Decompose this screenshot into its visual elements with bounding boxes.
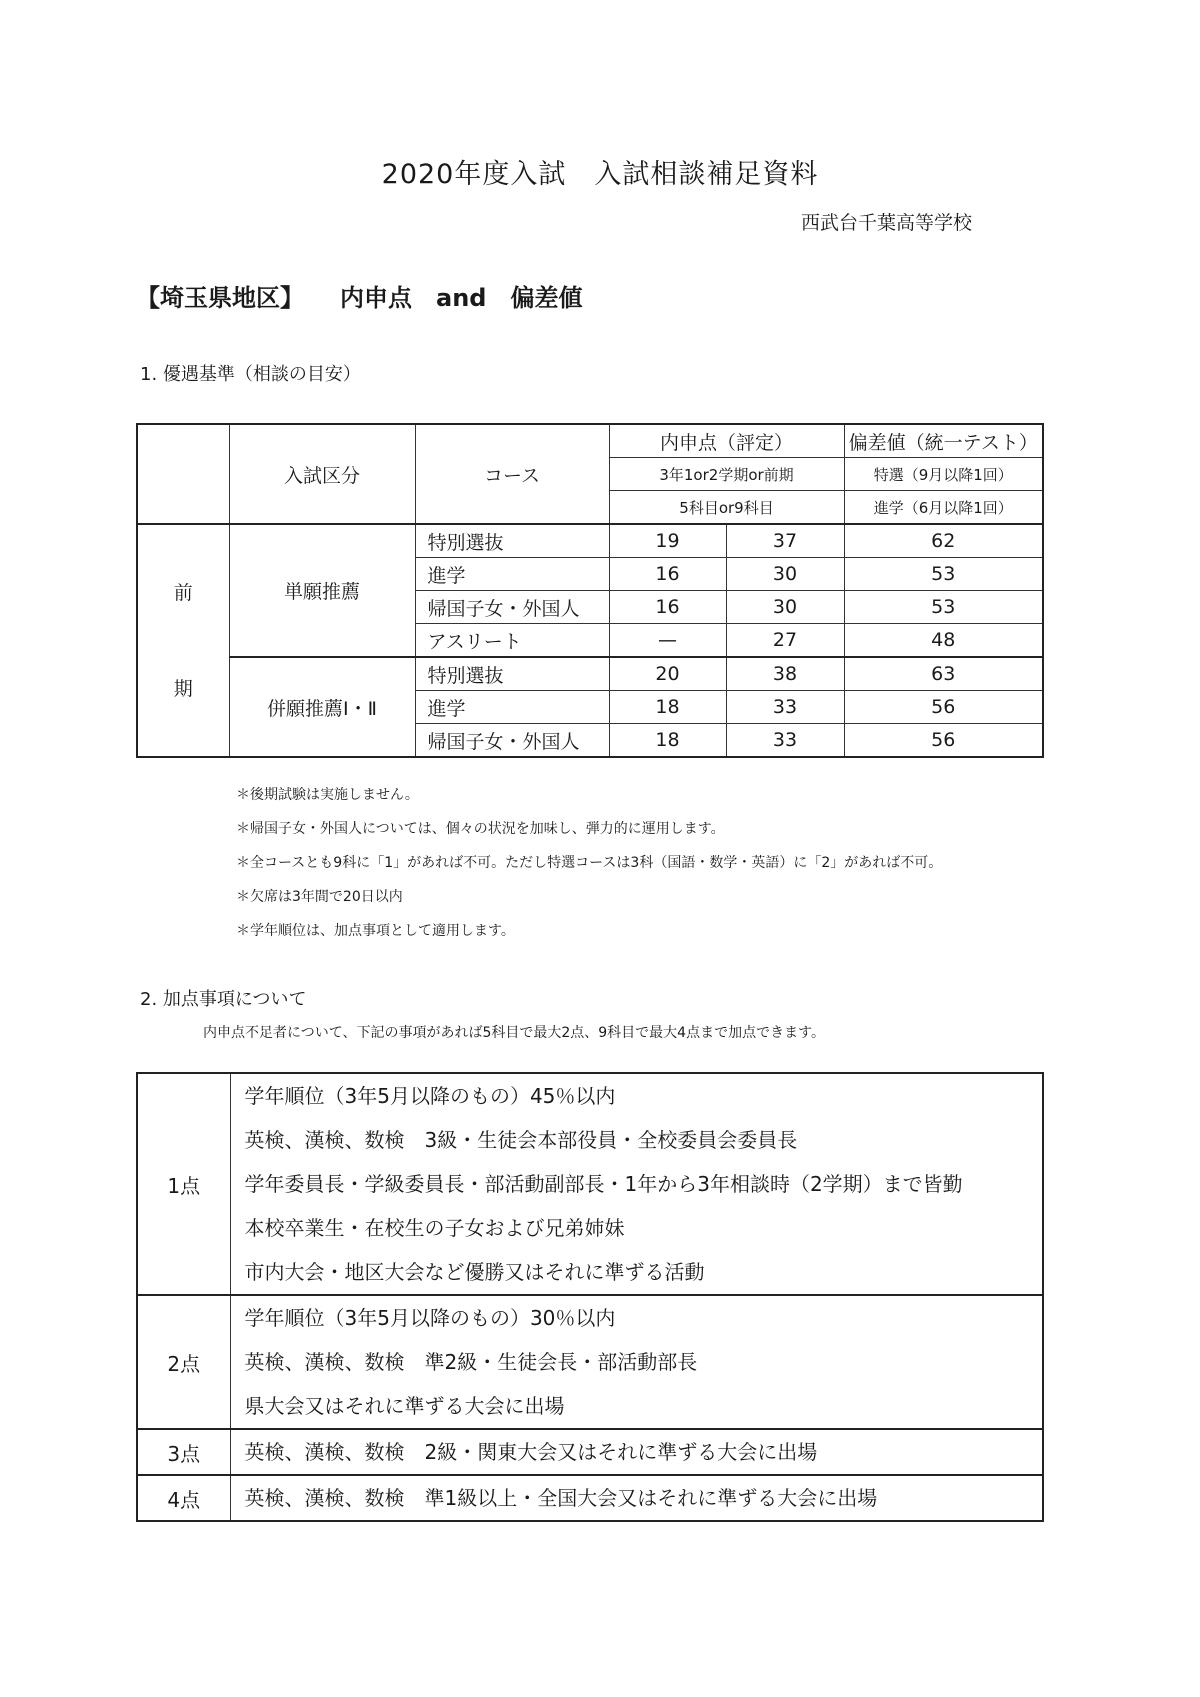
section2-note: 内申点不足者について、下記の事項があれば5科目で最大2点、9科目で最大4点まで加点できます。: [203, 1025, 825, 1041]
course-cell: 帰国子女・外国人: [415, 591, 609, 624]
deviation-cell: 62: [844, 524, 1043, 558]
period-char-second: 期: [173, 677, 193, 700]
score-5-cell: 16: [609, 558, 726, 591]
bonus-item: 市内大会・地区大会など優勝又はそれに準ずる活動: [244, 1260, 705, 1284]
bonus-item: 英検、漢検、数検 3級・生徒会本部役員・全校委員会委員長: [244, 1128, 798, 1152]
deviation-cell: 48: [844, 624, 1043, 658]
header-blank-cell: [137, 424, 229, 524]
deviation-cell: 56: [844, 724, 1043, 758]
points-cell: 4点: [137, 1475, 230, 1521]
score-5-cell: 19: [609, 524, 726, 558]
points-cell: 1点: [137, 1073, 230, 1295]
course-cell: 進学: [415, 691, 609, 724]
points-cell: 3点: [137, 1429, 230, 1475]
bonus-item: 英検、漢検、数検 準1級以上・全国大会又はそれに準ずる大会に出場: [244, 1486, 878, 1510]
period-cell: [137, 524, 229, 757]
note-item: ＊帰国子女・外国人については、個々の状況を加味し、弾力的に運用します。: [236, 821, 725, 837]
points-cell: 2点: [137, 1295, 230, 1429]
bonus-item: 県大会又はそれに準ずる大会に出場: [244, 1394, 565, 1418]
score-9-cell: 30: [726, 558, 844, 591]
bonus-item: 学年順位（3年5月以降のもの）45％以内: [244, 1084, 616, 1108]
score-5-cell: 18: [609, 691, 726, 724]
deviation-cell: 56: [844, 691, 1043, 724]
course-cell: 帰国子女・外国人: [415, 724, 609, 758]
bonus-points-table: [136, 1072, 1044, 1522]
deviation-cell: 53: [844, 558, 1043, 591]
note-item: ＊全コースとも9科に「1」があれば不可。ただし特選コースは3科（国語・数学・英語）に「2」があれば不可。: [236, 855, 943, 871]
header-naishin-term: 3年1or2学期or前期: [609, 458, 844, 491]
course-cell: アスリート: [415, 624, 609, 658]
note-item: ＊欠席は3年間で20日以内: [236, 889, 403, 905]
course-cell: 特別選抜: [415, 524, 609, 558]
school-name: 西武台千葉高等学校: [800, 212, 972, 234]
bonus-item: 英検、漢検、数検 準2級・生徒会長・部活動部長: [244, 1350, 698, 1374]
items-cell: [230, 1475, 1043, 1521]
score-5-cell: 20: [609, 657, 726, 691]
exam-type-tangan: 単願推薦: [229, 524, 415, 657]
bonus-item: 英検、漢検、数検 2級・関東大会又はそれに準ずる大会に出場: [244, 1440, 818, 1464]
header-exam-type: 入試区分: [229, 424, 415, 524]
exam-type-heigan: 併願推薦Ⅰ・Ⅱ: [229, 657, 415, 757]
score-9-cell: 33: [726, 724, 844, 758]
deviation-cell: 63: [844, 657, 1043, 691]
period-char-first: 前: [173, 581, 193, 604]
header-hensachi-shingaku: 進学（6月以降1回）: [844, 491, 1043, 525]
header-hensachi: 偏差値（統一テスト）: [844, 424, 1043, 458]
score-5-cell: 16: [609, 591, 726, 624]
bonus-item: 本校卒業生・在校生の子女および兄弟姉妹: [244, 1216, 625, 1240]
bonus-item: 学年委員長・学級委員長・部活動副部長・1年から3年相談時（2学期）まで皆勤: [244, 1172, 963, 1196]
header-naishin-subjects: 5科目or9科目: [609, 491, 844, 525]
header-naishin: 内申点（評定）: [609, 424, 844, 458]
criteria-table: [136, 423, 1044, 758]
score-9-cell: 30: [726, 591, 844, 624]
score-9-cell: 33: [726, 691, 844, 724]
items-cell: [230, 1073, 1043, 1295]
section2-title: 2. 加点事項について: [140, 989, 307, 1010]
course-cell: 特別選抜: [415, 657, 609, 691]
items-cell: [230, 1429, 1043, 1475]
course-cell: 進学: [415, 558, 609, 591]
score-9-cell: 37: [726, 524, 844, 558]
items-cell: [230, 1295, 1043, 1429]
note-item: ＊後期試験は実施しません。: [236, 787, 419, 803]
deviation-cell: 53: [844, 591, 1043, 624]
header-hensachi-tokusen: 特選（9月以降1回）: [844, 458, 1043, 491]
header-course: コース: [415, 424, 609, 524]
score-9-cell: 38: [726, 657, 844, 691]
page-title: 2020年度入試 入試相談補足資料: [381, 159, 819, 190]
note-item: ＊学年順位は、加点事項として適用します。: [236, 923, 515, 939]
region-heading: 【埼玉県地区】 内申点 and 偏差値: [136, 284, 583, 312]
bonus-item: 学年順位（3年5月以降のもの）30％以内: [244, 1306, 616, 1330]
score-5-cell: 18: [609, 724, 726, 758]
score-5-cell: —: [609, 624, 726, 658]
section1-title: 1. 優遇基準（相談の目安）: [140, 364, 361, 385]
score-9-cell: 27: [726, 624, 844, 658]
notes-list: [236, 778, 942, 948]
